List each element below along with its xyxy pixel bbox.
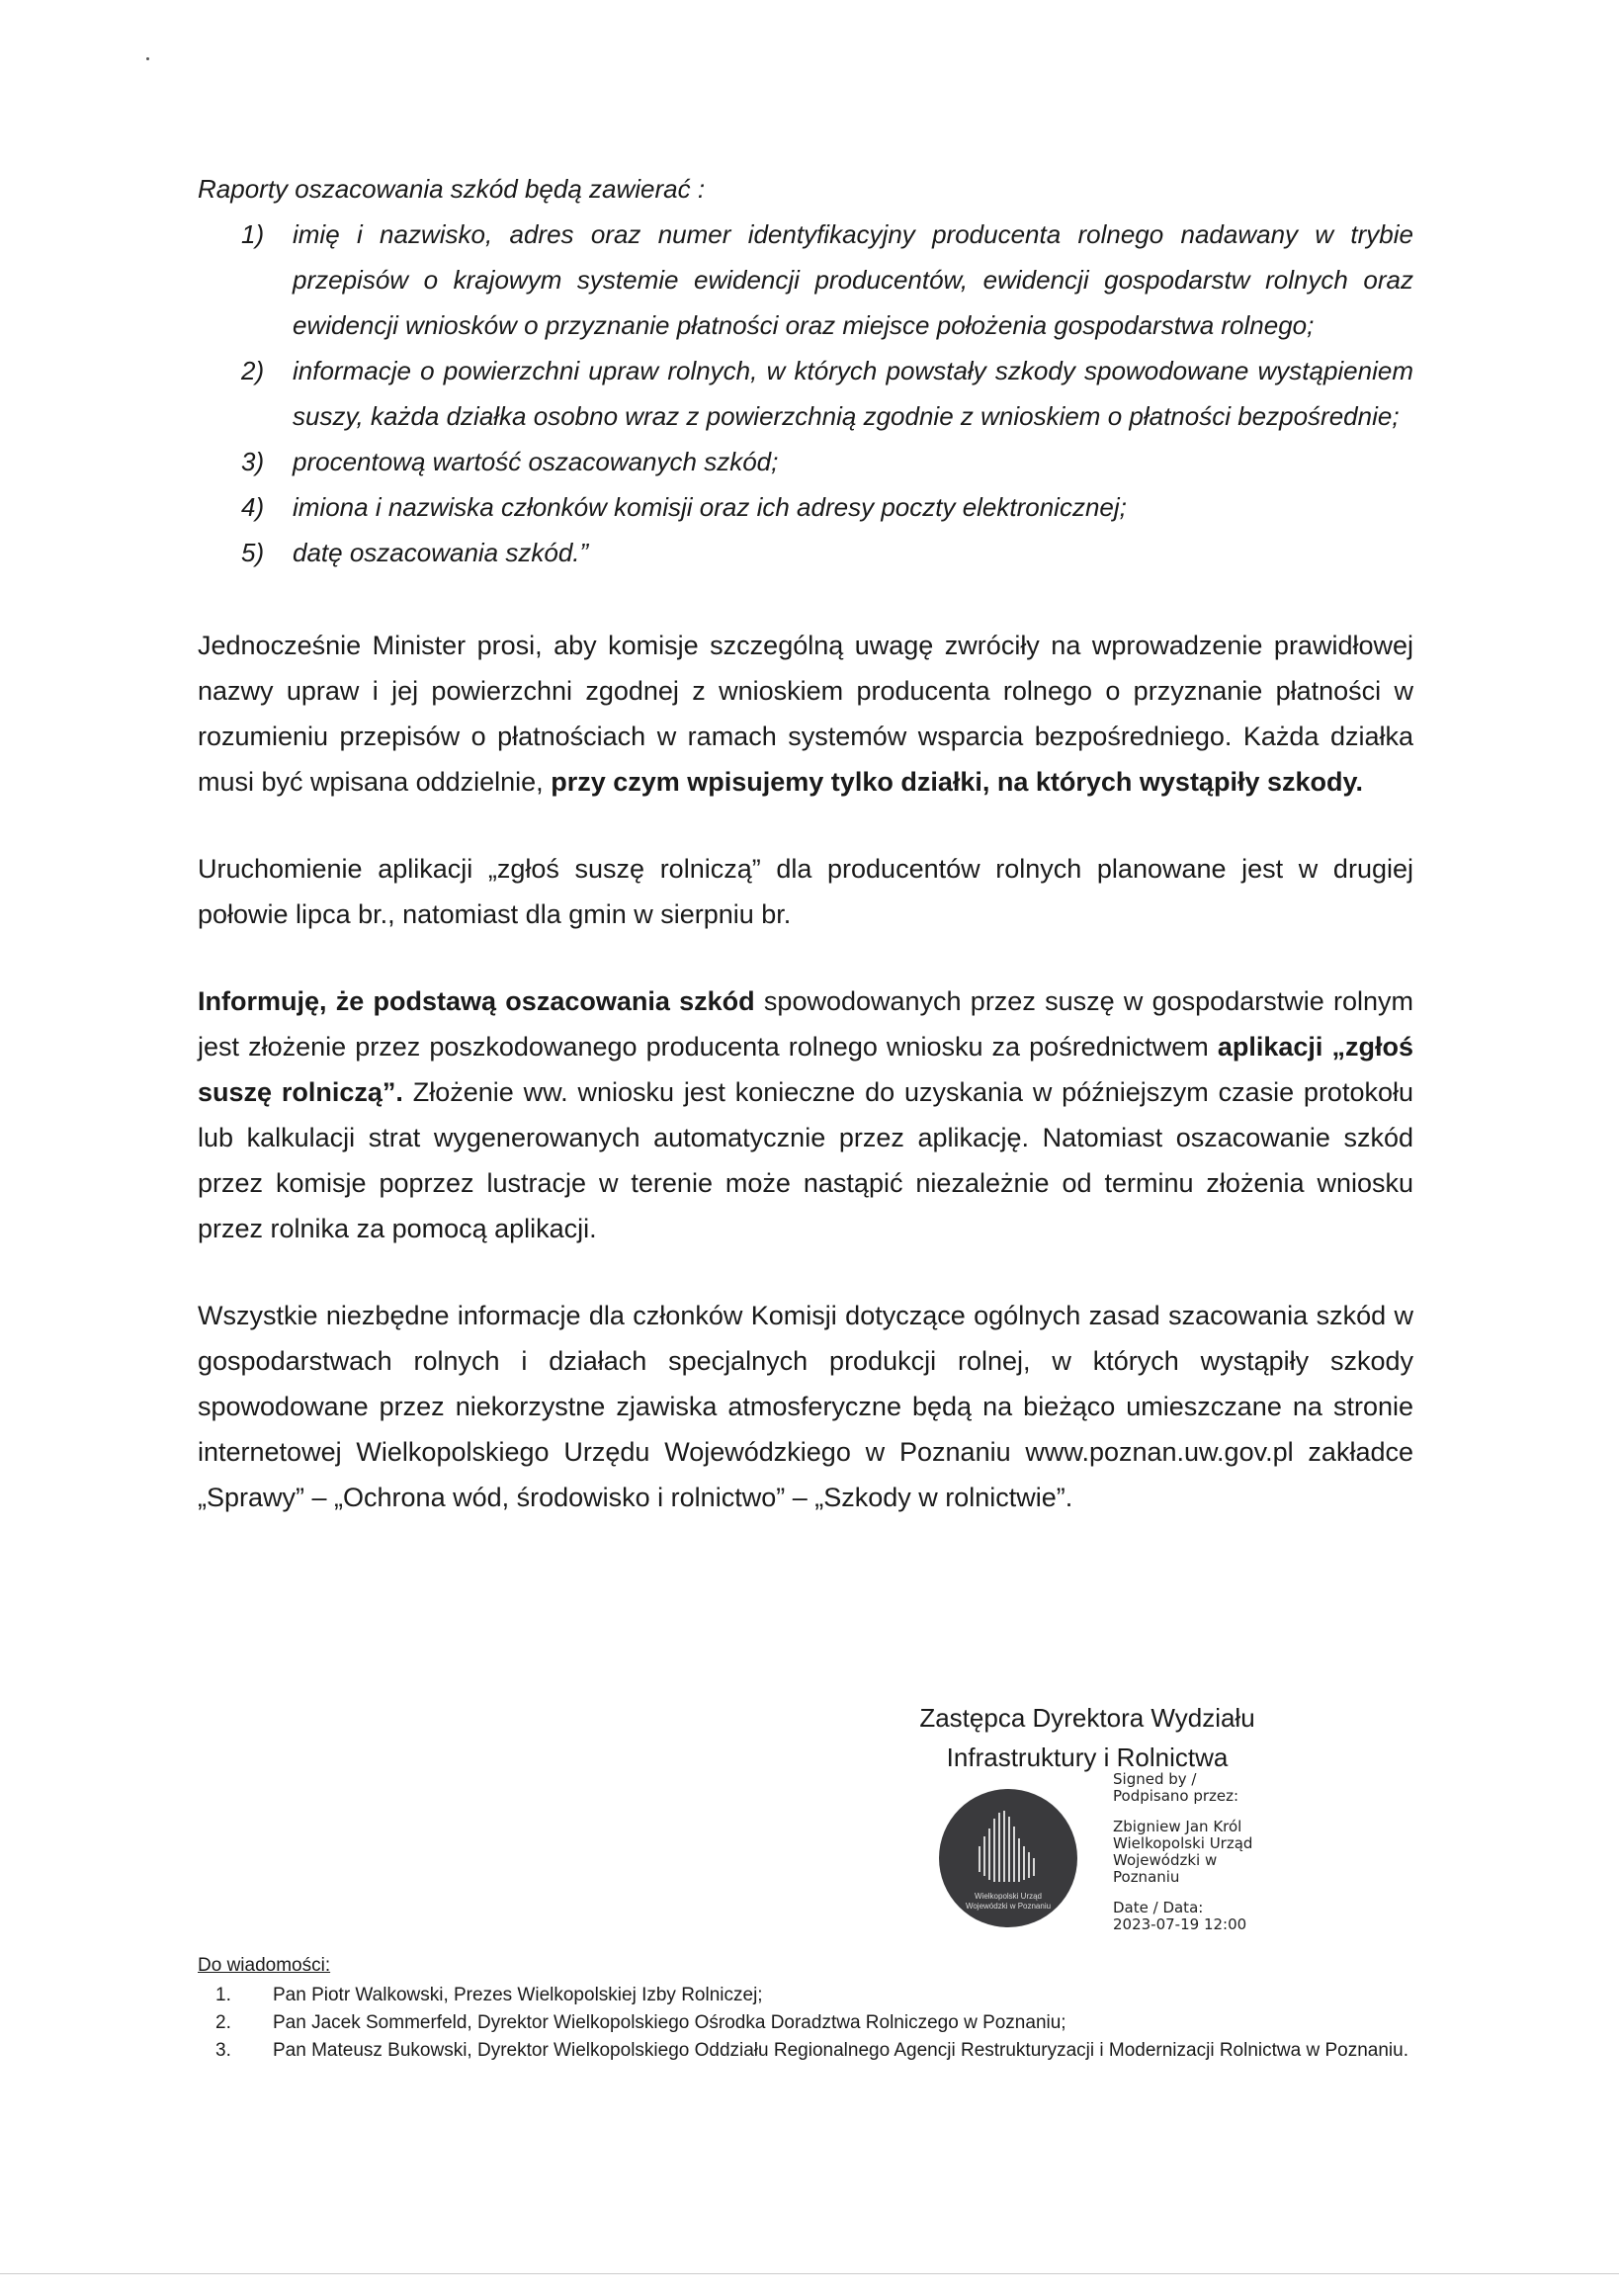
list-item: 3) procentową wartość oszacowanych szkód; bbox=[241, 447, 779, 476]
scan-speck bbox=[146, 57, 149, 60]
signature-details: Signed by / Podpisano przez: Zbigniew Jan Król Wielkopolski Urząd Wojewódzki w Poznaniu Date / Data: 2023-07-19 12:00 bbox=[1113, 1771, 1321, 1933]
report-contents-label: Raporty oszacowania szkód będą zawierać : bbox=[198, 174, 706, 204]
paragraph-information: Wszystkie niezbędne informacje dla członków Komisji dotyczące ogólnych zasad szacowania szkód w gospodarstwach rolnych i działach specjalnych produkcji rolnej, w których wystąpiły szkody spowodowane przez niekorzystne zjawiska atmosferyczne będą na bieżąco umieszczane na stronie internetowej Wielkopolskiego Urzędu Wojewódzkiego w Poznaniu www.poznan.uw.gov.pl zakładce „Sprawy” – „Ochrona wód, środowisko i rolnictwo” – „Szkody w rolnictwie”. bbox=[198, 1301, 1413, 1512]
seal-caption: Wielkopolski Urząd Wojewódzki w Poznaniu bbox=[965, 1892, 1052, 1911]
list-item: 2. Pan Jacek Sommerfeld, Dyrektor Wielkopolskiego Ośrodka Doradztwa Rolniczego w Poznaniu; bbox=[215, 2012, 1066, 2033]
paragraph-minister-request: Jednocześnie Minister prosi, aby komisje szczególną uwagę zwróciły na wprowadzenie prawidłowej nazwy upraw i jej powierzchni zgodnej z wnioskiem producenta rolnego o przyznanie płatności w rozumieniu przepisów o płatnościach w ramach systemów wsparcia bezpośredniego. Każda działka musi być wpisana oddzielnie, przy czym wpisujemy tylko działki, na których wystąpiły szkody. bbox=[198, 631, 1413, 797]
report-contents-list bbox=[198, 212, 1413, 575]
paragraph-damage-basis: Informuję, że podstawą oszacowania szkód spowodowanych przez suszę w gospodarstwie rolnym jest złożenie przez poszkodowanego producenta rolnego wniosku za pośrednictwem aplikacji „zgłoś suszę rolniczą”. Złożenie ww. wniosku jest konieczne do uzyskania w późniejszym czasie protokołu lub kalkulacji strat wygenerowanych automatycznie przez aplikację. Natomiast oszacowanie szkód przez komisje poprzez lustracje w terenie może nastąpić niezależnie od terminu złożenia wniosku przez rolnika za pomocą aplikacji. bbox=[198, 986, 1413, 1243]
electronic-signature bbox=[939, 1771, 1315, 1949]
paragraph-app-launch: Uruchomienie aplikacji „zgłoś suszę rolniczą” dla producentów rolnych planowane jest w drugiej połowie lipca br., natomiast dla gmin w sierpniu br. bbox=[198, 854, 1413, 929]
list-item: 1. Pan Piotr Walkowski, Prezes Wielkopolskiej Izby Rolniczej; bbox=[215, 1985, 763, 2005]
list-item: 4) imiona i nazwiska członków komisji oraz ich adresy poczty elektronicznej; bbox=[241, 492, 1127, 522]
letter-body bbox=[198, 166, 1413, 1520]
distribution-heading: Do wiadomości: bbox=[198, 1955, 331, 1976]
distribution-list bbox=[198, 1952, 1423, 2065]
list-item: 3. Pan Mateusz Bukowski, Dyrektor Wielkopolskiego Oddziału Regionalnego Agencji Restrukturyzacji i Modernizacji Rolnictwa w Poznaniu. bbox=[215, 2040, 1408, 2061]
signatory-title: Zastępca Dyrektora Wydziału Infrastruktury i Rolnictwa bbox=[919, 1703, 1255, 1772]
list-item: 1) imię i nazwisko, adres oraz numer identyfikacyjny producenta rolnego nadawany w trybie przepisów o krajowym systemie ewidencji producentów, ewidencji gospodarstw rolnych oraz ewidencji wniosków o przyznanie płatności oraz miejsce położenia gospodarstwa rolnego; bbox=[241, 219, 1413, 340]
list-item: 5) datę oszacowania szkód.” bbox=[241, 538, 589, 567]
seal-logo bbox=[939, 1789, 1077, 1927]
scan-edge-line bbox=[0, 2273, 1619, 2274]
signer-name: Zbigniew Jan Król bbox=[1113, 1818, 1242, 1835]
list-item: 2) informacje o powierzchni upraw rolnych, w których powstały szkody spowodowane wystąpieniem suszy, każda działka osobno wraz z powierzchnią zgodnie z wnioskiem o płatności bezpośrednie; bbox=[241, 356, 1413, 431]
signature-date: 2023-07-19 12:00 bbox=[1113, 1915, 1247, 1933]
